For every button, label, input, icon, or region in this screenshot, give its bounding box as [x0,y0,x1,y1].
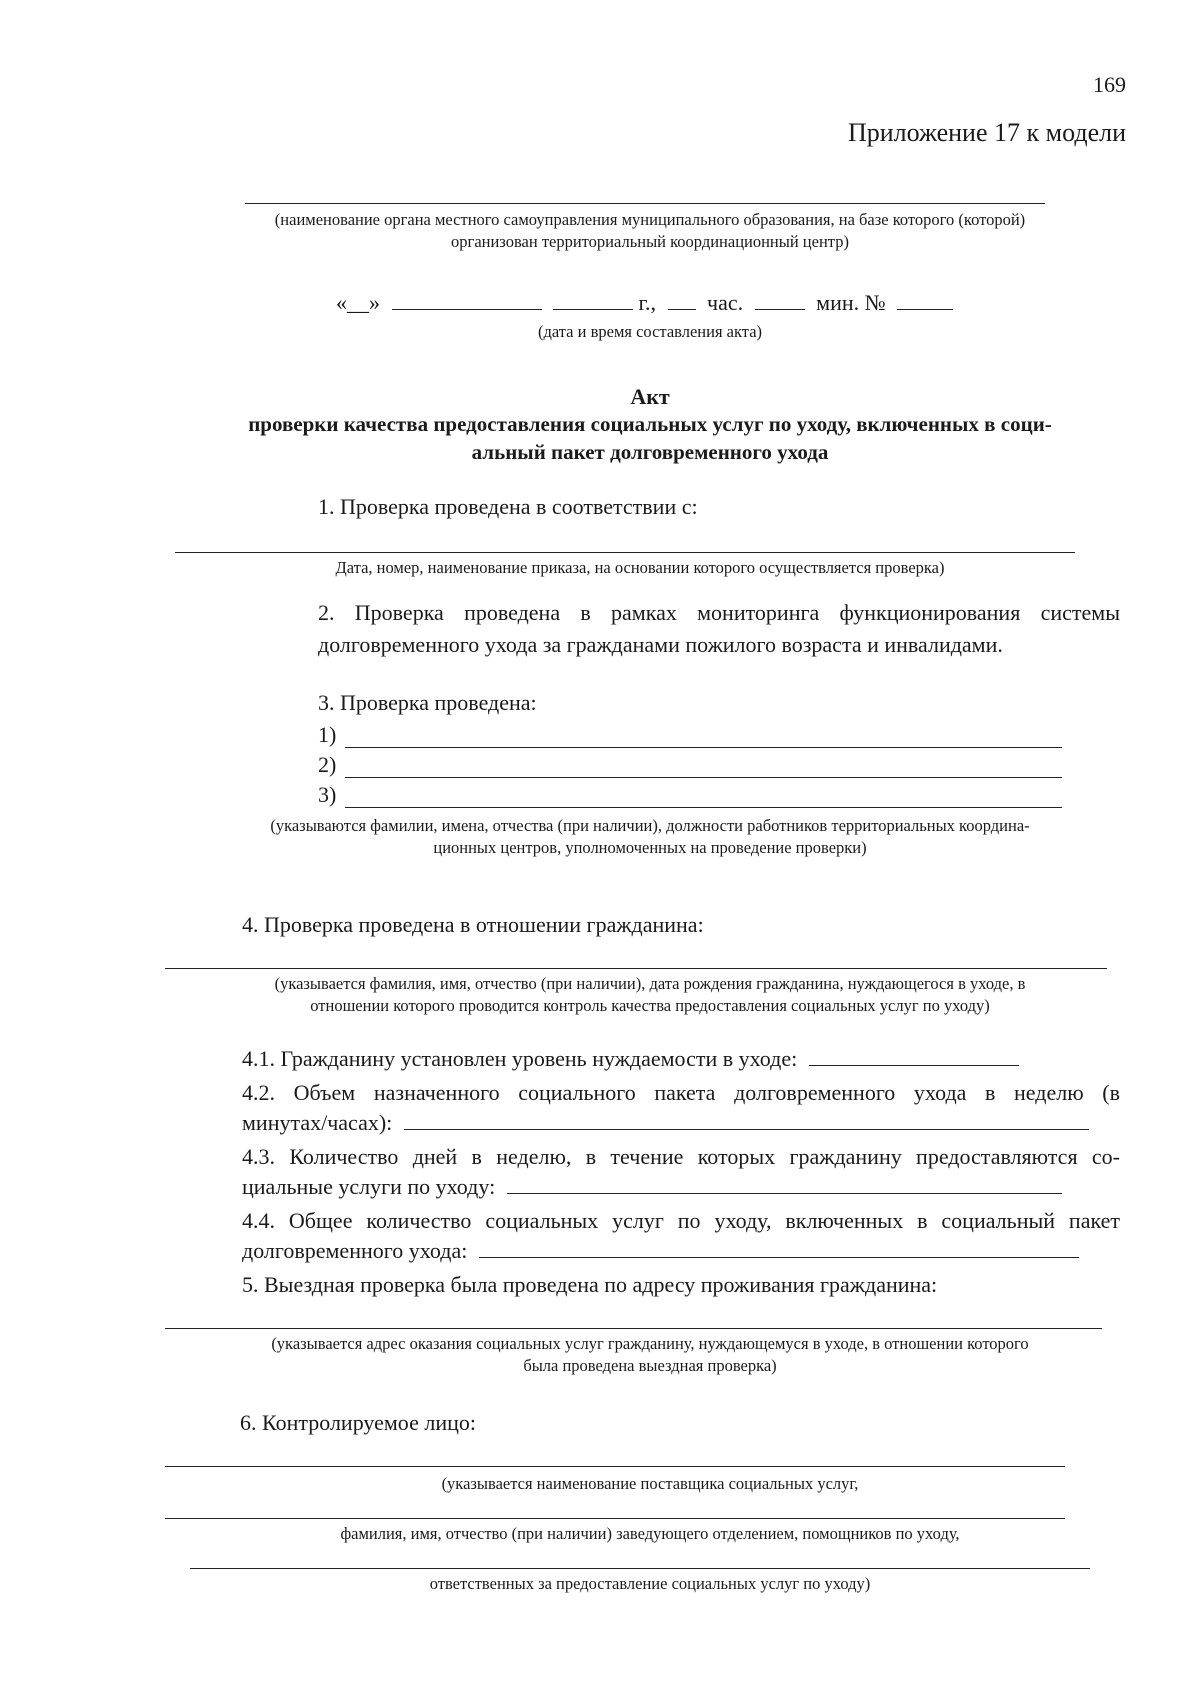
section3-caption-line1: (указываются фамилии, имена, отчества (при наличии), должности работников территориальных координа- [270,816,1030,835]
act-heading: Акт [630,384,670,409]
section5-text: 5. Выездная проверка была проведена по адресу проживания гражданина: [242,1272,938,1297]
section4-2-line1: 4.2. Объем назначенного социального пакета долговременного ухода в неделю (в [242,1080,1120,1105]
page-number: 169 [1093,72,1126,97]
section4-3-blank [507,1192,1062,1194]
section4-1-text: 4.1. Гражданину установлен уровень нуждаемости в уходе: [242,1046,798,1071]
org-caption-line2: организован территориальный координационный центр) [451,232,849,251]
date-year-suffix: г., [638,290,657,315]
section4-caption-line2: отношении которого проводится контроль качества предоставления социальных услуг по уходу) [310,996,990,1015]
section4-2-text: минутах/часах): [242,1110,393,1135]
section6-text: 6. Контролируемое лицо: [240,1410,476,1435]
section3-item-2 [318,752,336,778]
section2-line1: 2. Проверка проведена в рамках мониторинга функционирования системы [318,600,1120,625]
appendix-title: Приложение 17 к модели [847,118,1126,147]
date-caption: (дата и время составления акта) [537,322,763,341]
section6-line-3 [190,1568,1090,1569]
section1-line [175,552,1075,553]
section4-1 [242,1046,1019,1072]
section5-caption-line1: (указывается адрес оказания социальных услуг гражданину, нуждающемуся в уходе, в отношении которого [271,1334,1029,1353]
section3-caption-line2: ционных центров, уполномоченных на проведение проверки) [433,838,867,857]
section3-item-1 [318,722,336,748]
date-year-blank [553,308,633,310]
org-caption-line1: (наименование органа местного самоуправления муниципального образования, на базе которого (которой) [274,210,1026,229]
date-month-blank [392,308,542,310]
section1-text: 1. Проверка проведена в соответствии с: [318,494,698,519]
hours-blank [668,308,696,310]
section4-2-line2 [242,1110,1089,1136]
section4-4-blank [479,1256,1079,1258]
act-number-blank [897,308,953,310]
section4-4-line1: 4.4. Общее количество социальных услуг по уходу, включенных в социальный пакет [242,1208,1120,1233]
section4-line [165,968,1107,969]
act-title-line2: альный пакет долговременного ухода [471,440,829,464]
section4-text: 4. Проверка проведена в отношении гражданина: [242,912,704,937]
section6-line-2 [165,1518,1065,1519]
section1-caption: Дата, номер, наименование приказа, на основании которого осуществляется проверка) [335,558,945,577]
date-time-line [336,290,953,316]
minutes-number-label: мин. № [816,290,886,315]
minutes-blank [755,308,805,310]
section4-2-blank [404,1128,1089,1130]
item-label: 2) [318,752,337,777]
org-name-line [245,203,1045,204]
section5-caption-line2: была проведена выездная проверка) [523,1356,777,1375]
section4-3-line2 [242,1174,1062,1200]
section6-line-1 [165,1466,1065,1467]
section6-caption-line2: фамилия, имя, отчество (при наличии) заведующего отделением, помощников по уходу, [340,1524,960,1543]
act-title-line1: проверки качества предоставления социальных услуг по уходу, включенных в соци- [248,412,1052,436]
date-day-field: «__» [336,290,380,315]
section4-4-line2 [242,1238,1079,1264]
item-label: 3) [318,782,337,807]
section4-3-text: циальные услуги по уходу: [242,1174,496,1199]
section3-text: 3. Проверка проведена: [318,690,537,715]
section4-caption-line1: (указывается фамилия, имя, отчество (при наличии), дата рождения гражданина, нуждающегося в уходе, в [274,974,1026,993]
section6-caption-line1: (указывается наименование поставщика социальных услуг, [441,1474,859,1493]
section3-line-2 [345,777,1062,778]
section3-line-3 [345,807,1062,808]
section6-caption-line3: ответственных за предоставление социальных услуг по уходу) [429,1574,871,1593]
section5-line [165,1328,1102,1329]
section4-1-blank [809,1064,1019,1066]
section3-item-3 [318,782,336,808]
section2-line2: долговременного ухода за гражданами пожилого возраста и инвалидами. [318,632,1003,657]
section4-3-line1: 4.3. Количество дней в неделю, в течение которых гражданину предоставляются со- [242,1144,1120,1169]
hours-label: час. [707,290,744,315]
section4-4-text: долговременного ухода: [242,1238,468,1263]
item-label: 1) [318,722,337,747]
section3-line-1 [345,747,1062,748]
